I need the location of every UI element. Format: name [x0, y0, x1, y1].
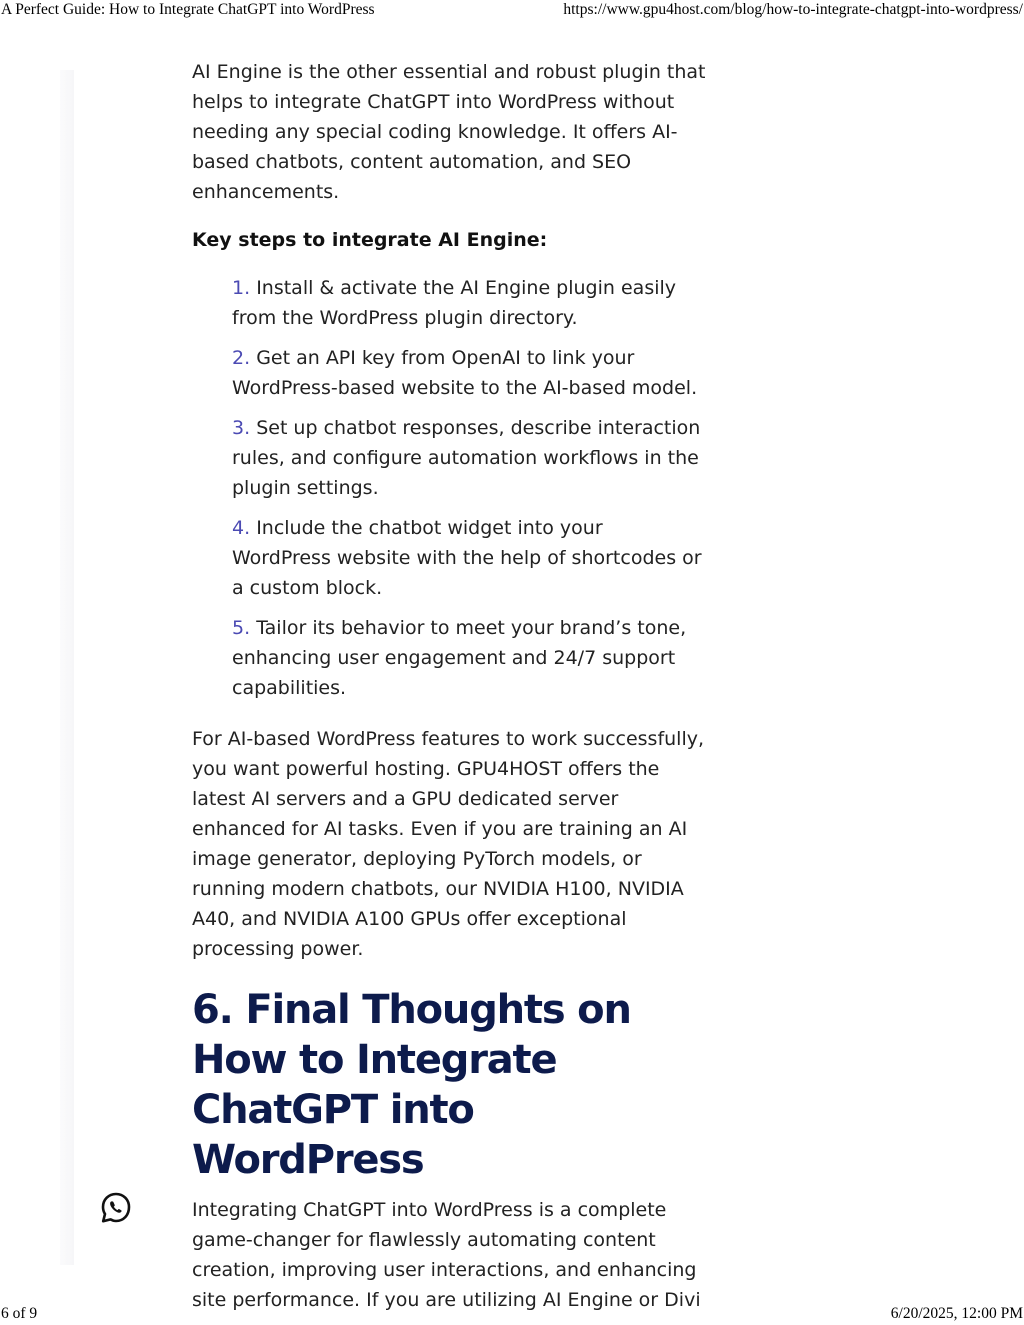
step-text: Tailor its behavior to meet your brand’s tone, enhancing user engagement and 24/7 support capabilities. — [232, 617, 687, 699]
final-paragraph: Integrating ChatGPT into WordPress is a complete game-changer for flawlessly automating content creation, improving user interactions, and enhancing site performance. If you are utilizing AI Engine or Divi — [192, 1199, 701, 1311]
step-item — [232, 343, 707, 403]
print-page-title: A Perfect Guide: How to Integrate ChatGPT into WordPress — [1, 1, 375, 18]
print-datetime: 6/20/2025, 12:00 PM — [890, 1305, 1023, 1322]
print-page-url: https://www.gpu4host.com/blog/how-to-integrate-chatgpt-into-wordpress/ — [563, 1, 1023, 18]
whatsapp-button[interactable] — [99, 1190, 133, 1226]
key-steps-heading: Key steps to integrate AI Engine: — [192, 229, 548, 251]
step-text: Set up chatbot responses, describe interaction rules, and configure automation workflows in the plugin settings. — [232, 417, 701, 499]
sidebar-background — [60, 70, 74, 1265]
intro-paragraph: AI Engine is the other essential and robust plugin that helps to integrate ChatGPT into WordPress without needing any special coding knowledge. It offers AI-based chatbots, content automation, and SEO enhancements. — [192, 61, 706, 203]
step-item — [232, 613, 707, 703]
print-footer — [0, 1305, 1024, 1325]
step-text: Install & activate the AI Engine plugin easily from the WordPress plugin directory. — [232, 277, 677, 329]
step-number: 4. — [232, 517, 251, 539]
step-number: 3. — [232, 417, 251, 439]
article-content — [192, 57, 707, 1315]
step-text: Get an API key from OpenAI to link your WordPress-based website to the AI-based model. — [232, 347, 698, 399]
hosting-paragraph: For AI-based WordPress features to work successfully, you want powerful hosting. GPU4HOST offers the latest AI servers and a GPU dedicated server enhanced for AI tasks. Even if you are training an AI image generator, deploying PyTorch models, or running modern chatbots, our NVIDIA H100, NVIDIA A40, and NVIDIA A100 GPUs offer exceptional processing power. — [192, 728, 705, 960]
step-number: 2. — [232, 347, 251, 369]
print-header — [0, 0, 1024, 22]
steps-list — [192, 273, 707, 703]
step-text: Include the chatbot widget into your WordPress website with the help of shortcodes or a custom block. — [232, 517, 702, 599]
step-number: 5. — [232, 617, 251, 639]
step-item — [232, 273, 707, 333]
page-number: 6 of 9 — [1, 1305, 38, 1322]
step-item — [232, 513, 707, 603]
whatsapp-icon — [99, 1190, 133, 1226]
step-item — [232, 413, 707, 503]
step-number: 1. — [232, 277, 251, 299]
section-heading: 6. Final Thoughts on How to Integrate ChatGPT into WordPress — [192, 987, 631, 1183]
